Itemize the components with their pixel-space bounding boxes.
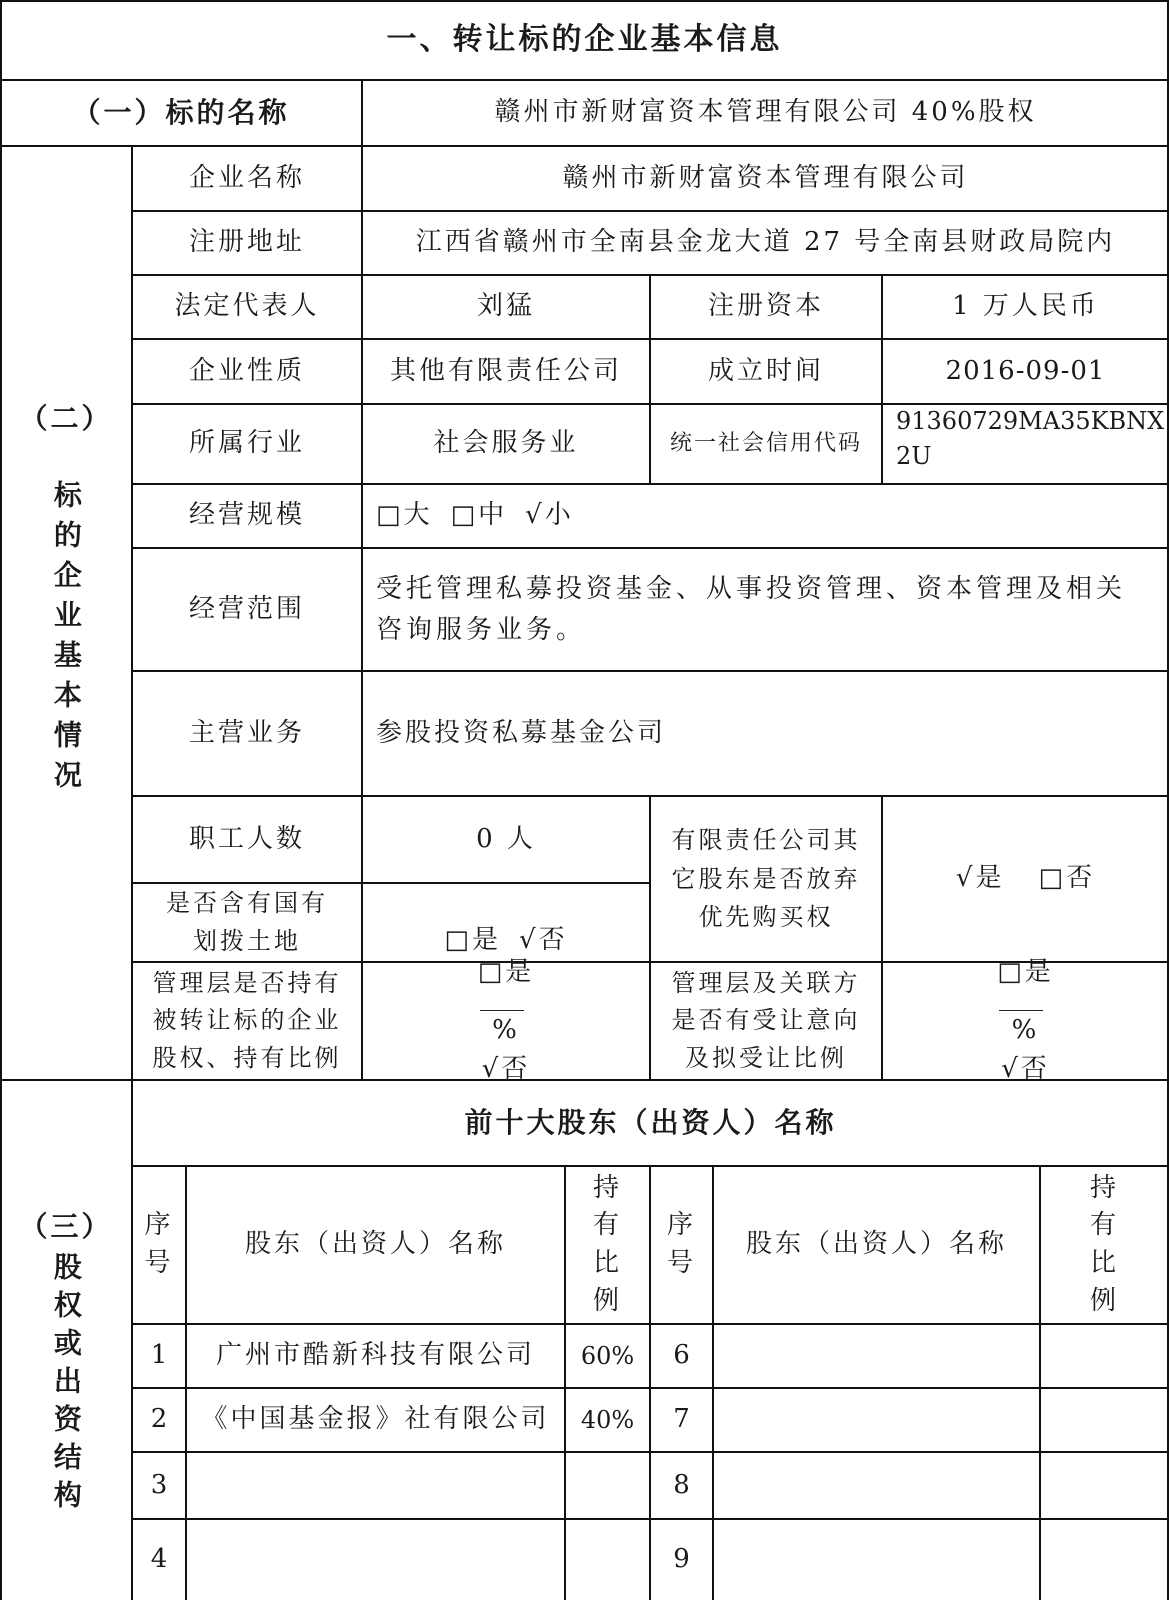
- company-name-label: 企业名称: [188, 162, 305, 193]
- mgmt-hold-ratio-blank[interactable]: [480, 992, 524, 1011]
- mgmt-hold-label: 管理层是否持有被转让标的企业股权、持有比例: [152, 969, 342, 1072]
- page-title: 一、转让标的企业基本信息: [386, 21, 783, 57]
- row-ratio2: [1040, 1519, 1169, 1600]
- col-seq-header: 序号: [144, 1210, 174, 1278]
- mgmt-intent-no-checkbox[interactable]: √否: [1001, 1054, 1050, 1084]
- shareholders-table-title: 前十大股东（出资人）名称: [464, 1106, 837, 1140]
- target-name-value: 赣州市新财富资本管理有限公司 40%股权: [494, 97, 1037, 128]
- credit-code-value: [882, 404, 1169, 484]
- scale-medium-checkbox[interactable]: □中: [450, 500, 508, 531]
- preemption-no-checkbox[interactable]: □否: [1038, 863, 1096, 894]
- employees-value: 0 人: [476, 823, 536, 854]
- section3-label-text: 股权或出资结构: [49, 1251, 83, 1518]
- mgmt-hold-yes-line: [478, 953, 535, 1050]
- founded-label: 成立时间: [707, 355, 824, 386]
- main-business-value: 参股投资私募基金公司: [376, 717, 667, 748]
- address-value: 江西省赣州市全南县金龙大道 27 号全南县财政局院内: [415, 227, 1116, 258]
- industry-value: 社会服务业: [433, 428, 579, 459]
- row-seq: 2: [150, 1404, 168, 1435]
- mgmt-hold-yes-checkbox[interactable]: □是: [477, 957, 535, 987]
- land-options: [362, 883, 650, 962]
- col-name2-header: 股东（出资人）名称: [745, 1229, 1007, 1260]
- section2-label: [0, 400, 132, 820]
- scale-small-checkbox[interactable]: √小: [525, 500, 574, 531]
- credit-code-line1: 91360729MA35KBNX: [896, 407, 1165, 435]
- row-ratio2: [1040, 1452, 1169, 1519]
- row-name2: [713, 1519, 1040, 1600]
- credit-code-label: 统一社会信用代码: [669, 431, 862, 457]
- mgmt-hold-no-checkbox[interactable]: √否: [481, 1054, 531, 1084]
- preemption-yes-checkbox[interactable]: √是: [955, 863, 1005, 894]
- mgmt-hold-pct: %: [492, 1015, 520, 1045]
- credit-code-line2: 2U: [896, 441, 932, 470]
- preemption-options: [882, 796, 1169, 962]
- row-ratio: 60%: [580, 1341, 635, 1370]
- mgmt-intent-yes-line: [997, 953, 1054, 1050]
- main-business-label: 主营业务: [188, 717, 305, 748]
- col-ratio2-header: 持有比例: [1089, 1172, 1119, 1316]
- scope-value: 受托管理私募投资基金、从事投资管理、资本管理及相关咨询服务业务。: [376, 574, 1127, 645]
- scope-label: 经营范围: [188, 593, 305, 624]
- row-seq2: 8: [673, 1469, 690, 1500]
- mgmt-intent-yes-checkbox[interactable]: □是: [997, 957, 1054, 987]
- mgmt-intent-pct: %: [1011, 1015, 1040, 1045]
- section3-label-num: （三）: [19, 1210, 113, 1243]
- row-seq: 4: [150, 1543, 168, 1574]
- address-label: 注册地址: [188, 227, 305, 258]
- land-yes-checkbox[interactable]: □是: [444, 924, 501, 955]
- col-name-header: 股东（出资人）名称: [244, 1229, 506, 1260]
- row-ratio2: [1040, 1324, 1169, 1388]
- mgmt-hold-options: [362, 957, 650, 1084]
- row-name: [186, 1452, 565, 1519]
- founded-value: 2016-09-01: [945, 355, 1106, 386]
- reg-capital-label: 注册资本: [707, 291, 824, 322]
- col-seq2-header: 序号: [666, 1210, 696, 1278]
- mgmt-intent-options: [882, 957, 1169, 1084]
- row-name: 《中国基金报》社有限公司: [201, 1404, 550, 1435]
- row-seq: 1: [150, 1340, 168, 1371]
- row-name2: [713, 1324, 1040, 1388]
- mgmt-intent-label: 管理层及关联方是否有受让意向及拟受让比例: [671, 969, 861, 1072]
- land-label: 是否含有国有划拨土地: [166, 889, 328, 955]
- row-name: 广州市酷新科技有限公司: [215, 1340, 535, 1371]
- legal-rep-value: 刘猛: [476, 291, 535, 322]
- row-ratio: 40%: [580, 1405, 635, 1434]
- row-name: [186, 1519, 565, 1600]
- section2-label-num: （二）: [19, 402, 113, 435]
- industry-label: 所属行业: [188, 428, 305, 459]
- row-ratio: [565, 1519, 650, 1600]
- row-name2: [713, 1388, 1040, 1452]
- section2-label-text: 标的企业基本情况: [49, 479, 83, 800]
- row-seq2: 6: [673, 1340, 690, 1371]
- employees-label: 职工人数: [188, 823, 305, 854]
- mgmt-intent-ratio-blank[interactable]: [999, 992, 1043, 1011]
- section3-label: [0, 1208, 132, 1538]
- nature-value: 其他有限责任公司: [389, 355, 622, 386]
- nature-label: 企业性质: [188, 355, 305, 386]
- row-ratio: [565, 1452, 650, 1519]
- row-name2: [713, 1452, 1040, 1519]
- row-seq2: 7: [673, 1404, 690, 1435]
- company-name-value: 赣州市新财富资本管理有限公司: [562, 162, 969, 193]
- col-ratio-header: 持有比例: [593, 1172, 623, 1316]
- legal-rep-label: 法定代表人: [174, 291, 320, 322]
- row-seq: 3: [150, 1469, 168, 1500]
- row-ratio2: [1040, 1388, 1169, 1452]
- scale-options: [362, 484, 1169, 548]
- section1-label: （一）标的名称: [72, 96, 290, 130]
- preemption-label: 有限责任公司其它股东是否放弃优先购买权: [671, 826, 861, 932]
- scale-label: 经营规模: [188, 500, 305, 531]
- scale-large-checkbox[interactable]: □大: [376, 500, 433, 531]
- reg-capital-value: 1 万人民币: [952, 291, 1099, 322]
- row-seq2: 9: [673, 1543, 690, 1574]
- land-no-checkbox[interactable]: √否: [519, 924, 568, 955]
